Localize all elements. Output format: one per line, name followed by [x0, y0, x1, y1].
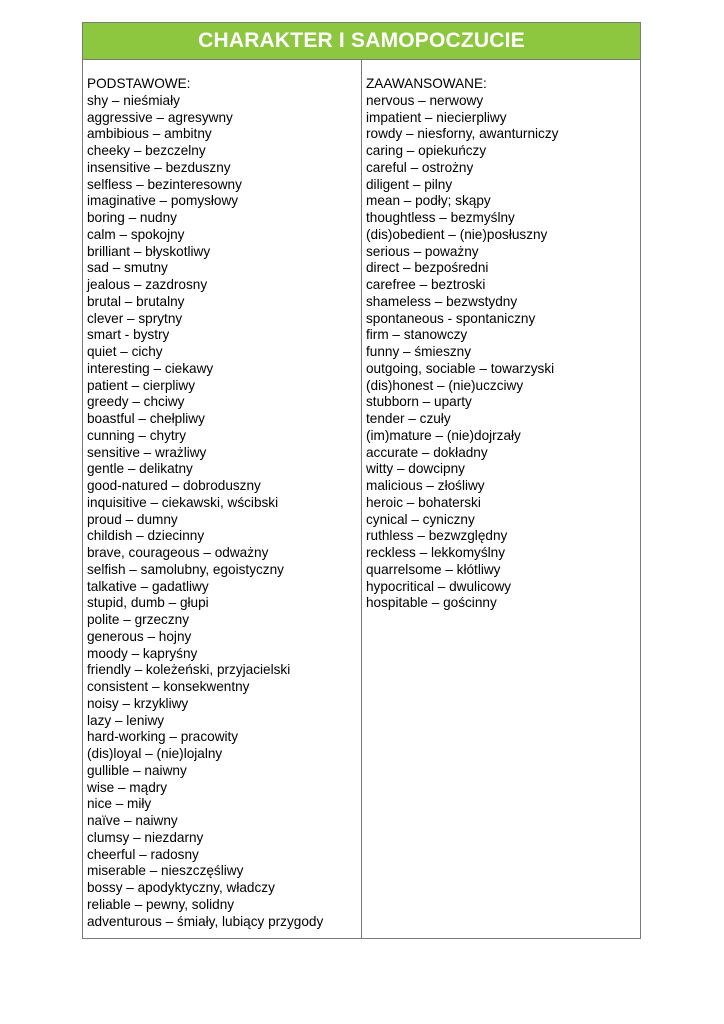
list-item: hospitable – gościnny [366, 595, 497, 611]
list-item: aggressive – agresywny [87, 109, 233, 125]
list-item: mean – podły; skąpy [366, 193, 491, 209]
list-item: impatient – niecierpliwy [366, 109, 507, 125]
list-item: cunning – chytry [87, 427, 186, 443]
list-item: serious – poważny [366, 243, 479, 259]
list-item: shy – nieśmiały [87, 92, 180, 108]
list-item: brave, courageous – odważny [87, 545, 269, 560]
list-item: wise – mądry [87, 779, 168, 795]
basic-column-heading: PODSTAWOWE: [87, 76, 191, 91]
list-item: miserable – nieszczęśliwy [87, 863, 244, 879]
list-item: childish – dziecinny [87, 528, 205, 544]
list-item: interesting – ciekawy [87, 360, 214, 376]
list-item: nice – miły [87, 796, 152, 812]
list-item: sad – smutny [87, 260, 168, 276]
list-item: outgoing, sociable – towarzyski [366, 360, 555, 376]
list-item: calm – spokojny [87, 226, 185, 242]
list-item: direct – bezpośredni [366, 260, 489, 276]
list-item: patient – cierpliwy [87, 377, 196, 393]
list-item: polite – grzeczny [87, 612, 190, 627]
list-item: imaginative – pomysłowy [87, 193, 239, 209]
list-item: cheerful – radosny [87, 846, 199, 862]
list-item: moody – kapryśny [87, 645, 198, 661]
list-item: selfless – bezinteresowny [87, 176, 242, 192]
list-item: brilliant – błyskotliwy [87, 243, 211, 259]
vocabulary-table [82, 22, 641, 939]
list-item: shameless – bezwstydny [366, 293, 518, 309]
advanced-word-list [366, 93, 640, 612]
list-item: nervous – nerwowy [366, 92, 484, 108]
list-item: hypocritical – dwulicowy [366, 578, 512, 594]
list-item: gentle – delikatny [87, 461, 193, 477]
table-body [83, 60, 640, 938]
list-item: ruthless – bezwzględny [366, 528, 508, 544]
list-item: lazy – leniwy [87, 712, 165, 728]
list-item: clumsy – niezdarny [87, 829, 204, 845]
list-item: noisy – krzykliwy [87, 695, 189, 711]
list-item: insensitive – bezduszny [87, 159, 231, 175]
list-item: generous – hojny [87, 628, 192, 644]
list-item: malicious – złośliwy [366, 478, 485, 493]
list-item: friendly – koleżeński, przyjacielski [87, 662, 291, 678]
list-item: spontaneous - spontaniczny [366, 310, 536, 326]
list-item: (dis)obedient – (nie)posłuszny [366, 226, 548, 242]
list-item: selfish – samolubny, egoistyczny [87, 561, 284, 577]
table-header [83, 23, 640, 60]
list-item: tender – czuły [366, 411, 451, 426]
list-item: cynical – cyniczny [366, 511, 475, 527]
list-item: (dis)honest – (nie)uczciwy [366, 377, 524, 393]
list-item: good-natured – dobroduszny [87, 478, 261, 493]
list-item: quiet – cichy [87, 344, 163, 359]
list-item: proud – dumny [87, 511, 178, 527]
list-item: reckless – lekkomyślny [366, 545, 505, 560]
page-title: CHARAKTER I SAMOPOCZUCIE [198, 29, 525, 52]
list-item: caring – opiekuńczy [366, 143, 487, 158]
list-item: bossy – apodyktyczny, władczy [87, 880, 275, 895]
list-item: talkative – gadatliwy [87, 578, 209, 594]
list-item: adventurous – śmiały, lubiący przygody [87, 913, 324, 929]
list-item: smart - bystry [87, 327, 170, 343]
list-item: thoughtless – bezmyślny [366, 210, 515, 225]
list-item: reliable – pewny, solidny [87, 896, 235, 912]
list-item: clever – sprytny [87, 310, 183, 326]
list-item: stubborn – uparty [366, 394, 472, 410]
list-item: ambibious – ambitny [87, 126, 212, 142]
list-item: heroic – bohaterski [366, 494, 481, 510]
basic-column [83, 60, 362, 938]
list-item: careful – ostrożny [366, 159, 474, 175]
list-item: funny – śmieszny [366, 344, 472, 359]
list-item: consistent – konsekwentny [87, 679, 250, 694]
list-item: boring – nudny [87, 210, 177, 225]
list-item: gullible – naiwny [87, 762, 187, 778]
list-item: accurate – dokładny [366, 444, 488, 460]
list-item: stupid, dumb – głupi [87, 595, 209, 611]
advanced-column-heading: ZAAWANSOWANE: [366, 76, 487, 91]
list-item: quarrelsome – kłótliwy [366, 561, 501, 577]
list-item: naïve – naiwny [87, 813, 178, 828]
list-item: (dis)loyal – (nie)lojalny [87, 746, 223, 761]
list-item: inquisitive – ciekawski, wścibski [87, 494, 279, 510]
list-item: greedy – chciwy [87, 394, 185, 410]
list-item: diligent – pilny [366, 176, 453, 192]
list-item: cheeky – bezczelny [87, 143, 206, 158]
list-item: boastful – chełpliwy [87, 411, 205, 426]
basic-word-list [87, 93, 361, 931]
list-item: (im)mature – (nie)dojrzały [366, 427, 521, 443]
list-item: hard-working – pracowity [87, 729, 239, 745]
list-item: rowdy – niesforny, awanturniczy [366, 126, 559, 142]
advanced-column [362, 60, 640, 938]
list-item: brutal – brutalny [87, 293, 185, 309]
list-item: firm – stanowczy [366, 327, 468, 343]
list-item: witty – dowcipny [366, 461, 465, 477]
list-item: carefree – beztroski [366, 277, 486, 292]
list-item: sensitive – wrażliwy [87, 444, 207, 460]
list-item: jealous – zazdrosny [87, 277, 208, 292]
